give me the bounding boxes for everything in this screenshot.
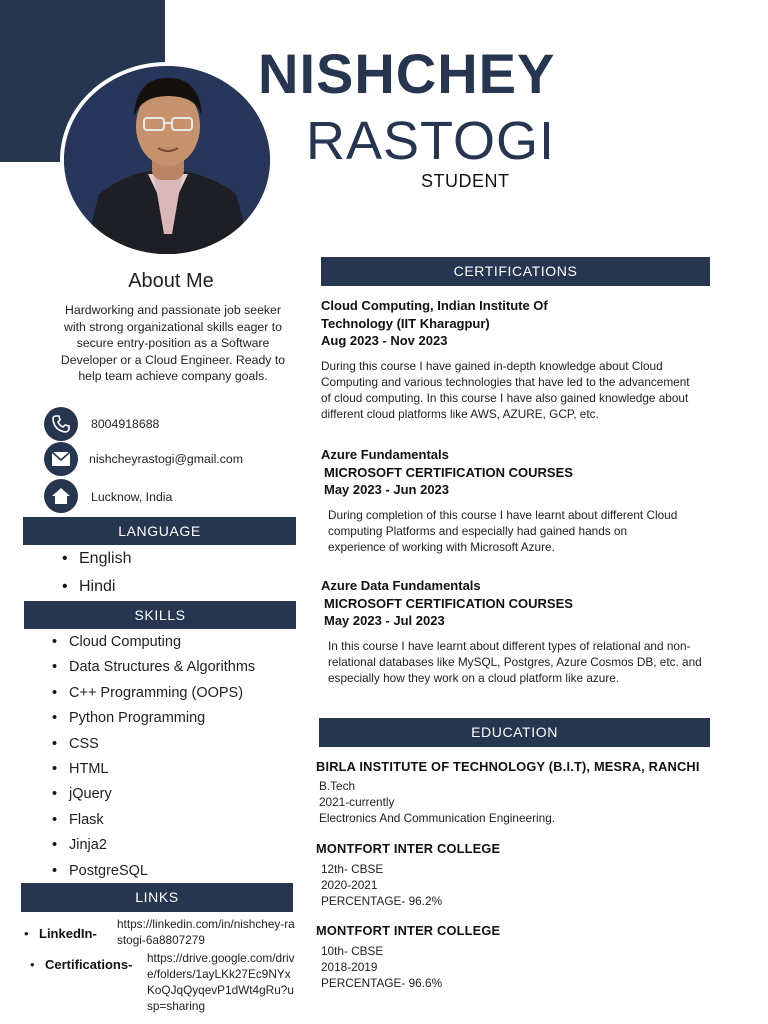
certification-item bbox=[321, 577, 711, 686]
bullet-dot: • bbox=[24, 926, 29, 941]
phone-number: 8004918688 bbox=[91, 417, 160, 431]
edu-board: 12th- CBSE bbox=[321, 862, 384, 876]
language-item: • English bbox=[79, 545, 131, 573]
skill-item: • PostgreSQL bbox=[69, 859, 255, 884]
linkedin-label: LinkedIn- bbox=[39, 926, 97, 941]
skill-item: • HTML bbox=[69, 757, 255, 782]
edu-years: 2020-2021 bbox=[321, 877, 378, 892]
cert-title: Azure Data Fundamentals bbox=[321, 578, 481, 593]
about-text: Hardworking and passionate job seeker with strong organizational skills eager to secure entry-position as a Software Developer or a Cloud Engineer. Ready to help team achieve company goals. bbox=[60, 303, 286, 383]
skills-header: SKILLS bbox=[24, 601, 296, 629]
profile-photo bbox=[64, 66, 270, 254]
edu-percentage: PERCENTAGE- 96.6% bbox=[321, 975, 443, 990]
certification-item bbox=[321, 297, 711, 422]
cert-description: In this course I have learnt about different types of relational and non-relational databases like MySQL, Postgres, Azure Cosmos DB, etc. and especially how they work on a cloud platform like azure. bbox=[328, 638, 702, 685]
certifications-header: CERTIFICATIONS bbox=[321, 257, 710, 286]
certification-item bbox=[321, 446, 711, 555]
cert-dates: May 2023 - Jun 2023 bbox=[324, 482, 450, 497]
edu-board: 10th- CBSE bbox=[321, 944, 384, 958]
education-item bbox=[316, 841, 736, 909]
edu-field: Electronics And Communication Engineering. bbox=[319, 810, 556, 825]
last-name: RASTOGI bbox=[306, 111, 556, 171]
skill-item: • Data Structures & Algorithms bbox=[69, 655, 255, 680]
skill-item: • jQuery bbox=[69, 782, 255, 807]
skills-list bbox=[69, 630, 255, 884]
education-item bbox=[316, 923, 736, 991]
person-portrait-icon bbox=[64, 66, 270, 254]
linkedin-link[interactable]: https://linkedin.com/in/nishchey-rastogi-6a8807279 bbox=[117, 917, 295, 947]
edu-school: MONTFORT INTER COLLEGE bbox=[316, 923, 501, 938]
skill-item: • Python Programming bbox=[69, 706, 255, 731]
language-item: • Hindi bbox=[79, 573, 131, 601]
certifications-label: Certifications- bbox=[45, 957, 133, 972]
job-title: STUDENT bbox=[421, 171, 510, 191]
education-header: EDUCATION bbox=[319, 718, 710, 747]
certifications-link[interactable]: https://drive.google.com/drive/folders/1ayLKk27Ec9NYxKoQJqQyqevP1dWt4gRu?usp=sharing bbox=[147, 951, 295, 1013]
cert-title: Cloud Computing, Indian Institute Of bbox=[321, 298, 548, 313]
skill-item: • C++ Programming (OOPS) bbox=[69, 681, 255, 706]
skill-item: • Cloud Computing bbox=[69, 630, 255, 655]
cert-description: During this course I have gained in-depth knowledge about Cloud Computing and various technologies that have led to the advancement of cloud computing. In this course I have also gained knowledge about different cloud platforms like AWS, AZURE, GCP, etc. bbox=[321, 358, 690, 422]
cert-dates: Aug 2023 - Nov 2023 bbox=[321, 333, 448, 348]
edu-degree: B.Tech bbox=[319, 779, 356, 793]
cert-issuer: Technology (IIT Kharagpur) bbox=[321, 315, 490, 331]
language-header: LANGUAGE bbox=[23, 517, 296, 545]
first-name: NISHCHEY bbox=[258, 42, 556, 105]
cert-issuer: MICROSOFT CERTIFICATION COURSES bbox=[324, 464, 573, 480]
language-list bbox=[79, 545, 131, 601]
cert-title: Azure Fundamentals bbox=[321, 447, 449, 462]
skill-item: • CSS bbox=[69, 732, 255, 757]
skill-item: • Flask bbox=[69, 808, 255, 833]
about-title: About Me bbox=[128, 270, 214, 292]
cert-issuer: MICROSOFT CERTIFICATION COURSES bbox=[324, 595, 573, 611]
edu-percentage: PERCENTAGE- 96.2% bbox=[321, 893, 443, 908]
skill-item: • Jinja2 bbox=[69, 833, 255, 858]
email-address[interactable]: nishcheyrastogi@gmail.com bbox=[89, 452, 243, 466]
edu-years: 2021-currently bbox=[319, 794, 395, 809]
email-icon bbox=[44, 442, 78, 476]
links-header: LINKS bbox=[21, 883, 293, 912]
cert-dates: May 2023 - Jul 2023 bbox=[324, 613, 445, 628]
edu-years: 2018-2019 bbox=[321, 959, 378, 974]
home-icon bbox=[44, 479, 78, 513]
edu-school: MONTFORT INTER COLLEGE bbox=[316, 841, 501, 856]
bullet-dot: • bbox=[30, 957, 35, 972]
phone-icon bbox=[44, 407, 78, 441]
edu-school: BIRLA INSTITUTE OF TECHNOLOGY (B.I.T), MESRA, RANCHI bbox=[316, 759, 700, 774]
education-item bbox=[316, 759, 736, 826]
cert-description: During completion of this course I have learnt about different Cloud computing Platforms and especially had gained hands on experience of working with Microsoft Azure. bbox=[328, 507, 678, 554]
location: Lucknow, India bbox=[91, 490, 173, 504]
